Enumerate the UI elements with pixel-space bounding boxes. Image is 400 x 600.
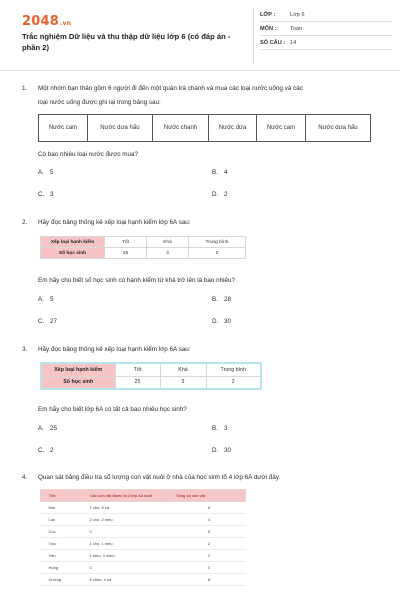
table-row [41,502,246,514]
option-text: 27 [50,318,58,325]
question-text: Hãy đọc bảng thống kê xếp loại hạnh kiểm lớp 6A sau: [38,219,191,226]
table-row [41,376,261,389]
meta-row-class [260,8,392,22]
option-label: C. [38,191,45,198]
meta-value: 14 [290,39,297,46]
question-number: 2. [22,219,28,226]
question-3-ask: Em hãy cho biết lớp 6A có tất cả bao nhiêu học sinh? [38,406,187,413]
meta-row-count [260,36,392,50]
table-cell: Mai [41,502,87,514]
table-header-cell: Số học sinh [41,248,105,259]
table-cell: 0 [87,526,173,538]
option-label: A. [38,169,44,176]
header-divider [0,70,400,71]
option-text: 28 [224,296,232,303]
question-2-table [40,236,246,259]
option-3b[interactable] [212,425,228,432]
site-logo[interactable] [22,14,253,29]
question-3-table [40,362,262,390]
logo-suffix[interactable]: .vn [59,20,72,27]
question-number: 3. [22,346,28,353]
option-1d[interactable] [212,191,228,198]
table-cell: Nước dứa [209,115,257,142]
option-text: 5 [50,169,54,176]
meta-value: Lớp 6 [290,11,305,18]
meta-key: LỚP : [260,11,276,18]
document-header [8,8,392,64]
table-cell: Nước dưa hấu [305,115,370,142]
table-header-cell: Tổng số con vật [173,490,246,502]
option-label: B. [212,296,218,303]
table-cell: 2 [173,538,246,550]
table-header-cell: Xếp loại hạnh kiểm [41,363,115,376]
question-text: Một nhóm bạn thân gồm 6 người đi đến một quán trà chanh và mua các loại nước uống và các [38,85,303,92]
option-label: D. [212,191,219,198]
table-row [41,237,246,248]
table-header-cell: Các con vật được tổ 4 lớp 6A nuôi [87,490,173,502]
table-cell: Khá [147,237,189,248]
option-text: 30 [224,318,232,325]
question-text: Quan sát bảng điều tra số lượng con vật nuôi ở nhà của học sinh tổ 4 lớp 6A dưới đây. [38,474,281,481]
option-text: 30 [224,447,232,454]
table-cell: 2 [189,248,246,259]
option-text: 5 [50,296,54,303]
table-row [41,562,246,574]
option-text: 3 [224,425,228,432]
meta-value: Toán [290,25,303,32]
question-number: 1. [22,85,28,92]
option-label: D. [212,447,219,454]
table-cell: Hùng [41,562,87,574]
option-text: 25 [50,425,58,432]
question-1-table [38,114,371,142]
table-cell: 25 [105,248,147,259]
table-row [41,550,246,562]
meta-row-subject [260,22,392,36]
logo-text[interactable]: 2048 [22,14,59,29]
option-label: B. [212,169,218,176]
table-cell: Tốt [115,363,160,376]
question-1-line-1 [22,85,303,92]
option-label: B. [212,425,218,432]
option-2c[interactable] [38,318,57,325]
table-cell: 25 [115,376,160,389]
table-row [41,514,246,526]
table-cell: Trung bình [206,363,261,376]
table-cell: 4 [173,514,246,526]
question-2-line-1 [22,219,191,226]
table-row [41,538,246,550]
table-cell: 8 [173,574,246,586]
option-2a[interactable] [38,296,54,303]
table-row [41,363,261,376]
table-cell: 0 [173,562,246,574]
option-2d[interactable] [212,318,231,325]
option-label: C. [38,318,45,325]
table-cell: Trung bình [189,237,246,248]
table-cell: Trúc [41,538,87,550]
meta-key: SỐ CÂU : [260,39,286,46]
question-4-table [40,489,246,586]
table-cell: Cúc [41,526,87,538]
table-cell: 1 chó, 1 mèo [87,538,173,550]
table-cell: 6 [173,502,246,514]
option-3c[interactable] [38,447,54,454]
table-cell: 2 [206,376,261,389]
option-text: 2 [50,447,54,454]
table-cell: Khá [160,363,206,376]
header-left [8,8,253,64]
table-cell: Nước cam [39,115,88,142]
table-cell: Cường [41,574,87,586]
question-1-ask: Có bao nhiêu loại nước được mua? [38,151,139,158]
table-cell: 2 chó, 2 mèo [87,514,173,526]
table-cell: 2 [173,550,246,562]
option-text: 3 [50,191,54,198]
table-cell: Nước chanh [152,115,208,142]
table-cell: 1 mèo, 1 chim [87,550,173,562]
table-header-cell: Xếp loại hạnh kiểm [41,237,105,248]
table-cell: 3 [160,376,206,389]
table-cell: 0 [173,526,246,538]
question-3-line-1 [22,346,191,353]
question-2-ask: Em hãy cho biết số học sinh có hạnh kiểm từ khá trở lên là bao nhiêu? [38,277,236,284]
table-cell: 4 chim, 4 cá [87,574,173,586]
option-label: A. [38,296,44,303]
option-1a[interactable] [38,169,54,176]
question-number: 4. [22,474,28,481]
table-cell: Yến [41,550,87,562]
table-cell: Nước dưa hấu [87,115,152,142]
question-text: Hãy đọc bảng thống kê xếp loại hạnh kiểm lớp 6A sau: [38,346,191,353]
table-cell: 1 chó, 5 cá [87,502,173,514]
document-title: Trắc nghiệm Dữ liệu và thu thập dữ liệu lớp 6 (có đáp án - phần 2) [22,32,231,52]
question-1-line-2: loại nước uống được ghi lại trong bảng sau: [38,99,161,106]
option-text: 2 [224,191,228,198]
meta-key: MÔN : [260,25,277,32]
table-cell: Nước cam [257,115,306,142]
table-header-cell: Tên [41,490,87,502]
table-row [41,574,246,586]
table-header-row [41,490,246,502]
option-1b[interactable] [212,169,228,176]
table-row [39,115,371,142]
option-label: D. [212,318,219,325]
option-label: C. [38,447,45,454]
table-row [41,526,246,538]
option-2b[interactable] [212,296,231,303]
table-cell: 3 [147,248,189,259]
table-header-cell: Số học sinh [41,376,115,389]
option-1c[interactable] [38,191,54,198]
option-label: A. [38,425,44,432]
table-row [41,248,246,259]
option-3a[interactable] [38,425,57,432]
option-3d[interactable] [212,447,231,454]
table-cell: Lan [41,514,87,526]
table-cell: 0 [87,562,173,574]
table-cell: Tốt [105,237,147,248]
question-4-line-1 [22,474,280,481]
option-text: 4 [224,169,228,176]
document-meta [253,8,392,64]
